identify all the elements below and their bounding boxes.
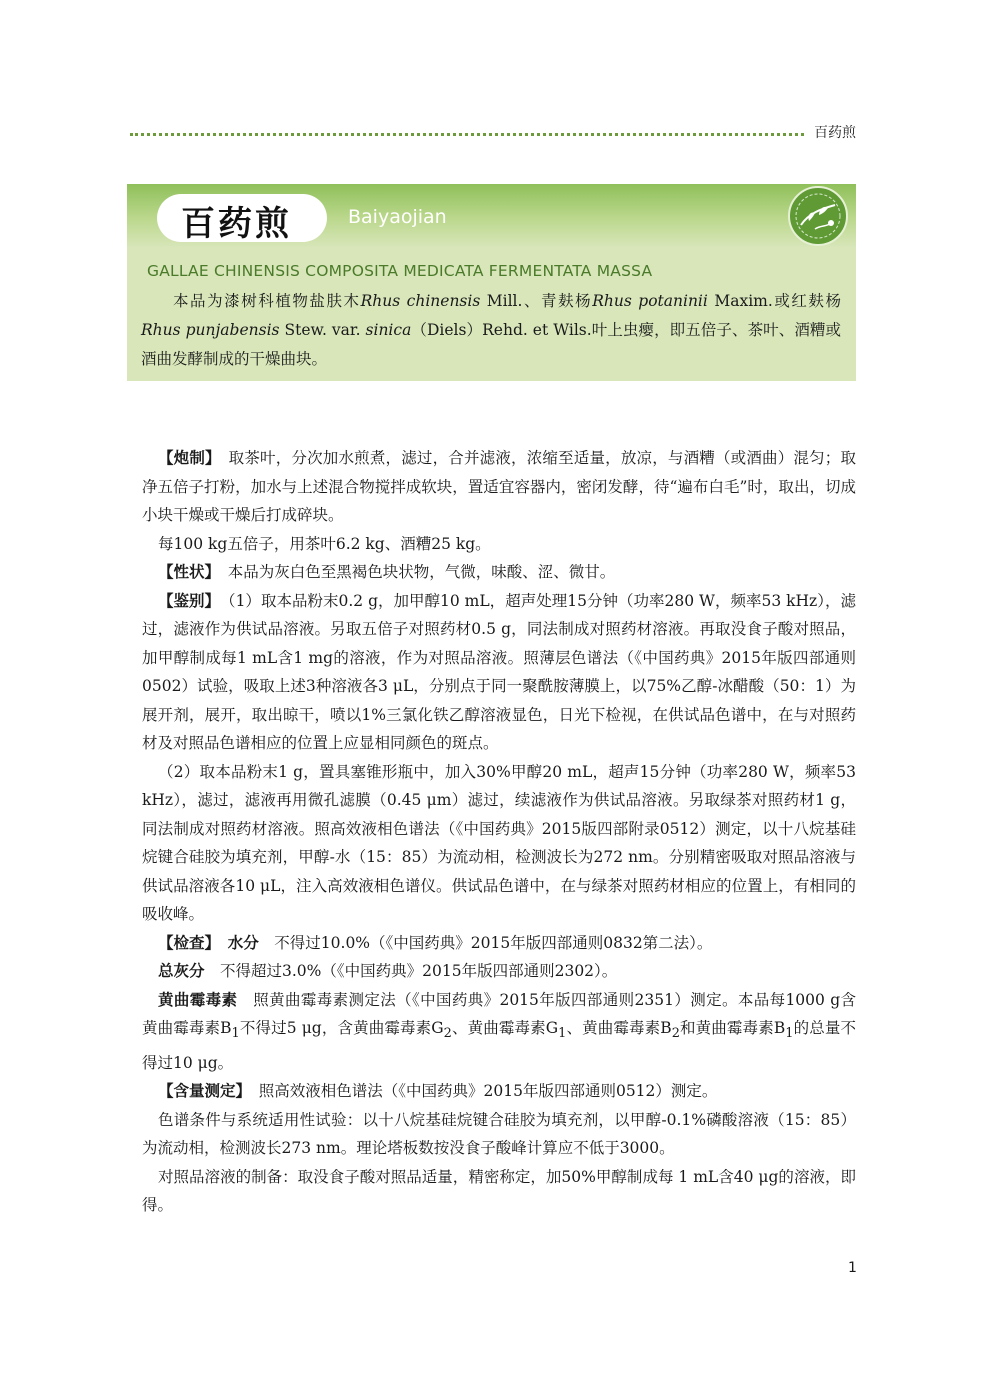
page-number: 1 [848,1260,857,1276]
subscript: 2 [671,1026,680,1042]
variety-name: sinica [365,321,412,339]
jianbie-paragraph-1 [142,587,856,758]
intro-text: 本品为漆树科植物盐肤木 [173,292,361,310]
paragraph-text: 不得超过3.0%（《中国药典》2015年版四部通则2302）。 [204,962,618,980]
paragraph-text: 、黄曲霉毒素G [451,1019,559,1037]
xingzhuang-paragraph [142,558,856,587]
intro-text: Maxim.或红麸杨 [707,292,841,310]
zonghuifen-paragraph [142,957,856,986]
sepu-paragraph: 色谱条件与系统适用性试验：以十八烷基硅烷键合硅胶为填充剂，以甲醇-0.1%磷酸溶液（15：85）为流动相，检测波长273 nm。理论塔板数按没食子酸峰计算应不低于3000。 [142,1110,856,1158]
duizhao-paragraph: 对照品溶液的制备：取没食子酸对照品适量，精密称定，加50%甲醇制成每 1 mL含40 μg的溶液，即得。 [142,1167,856,1215]
paozhi-paragraph [142,444,856,530]
subsection-label: 水分 [227,933,259,952]
paragraph-text: 照黄曲霉毒素测定法（《中国药典》2015年版四部通则2351）测定。本品每1000 g含黄曲霉毒素B [142,990,856,1037]
dotted-rule [130,133,804,136]
jiancha-paragraph [142,929,856,958]
monograph-body [142,444,856,1220]
intro-text: Stew. var. [279,321,366,339]
species-name: Rhus punjabensis [141,321,280,339]
subscript: 1 [785,1026,794,1042]
subscript: 1 [231,1026,240,1042]
monograph-pinyin: Baiyaojian [348,206,447,228]
paragraph-text: 不得过5 μg，含黄曲霉毒素G [239,1019,444,1037]
paragraph-text: 本品为灰白色至黑褐色块状物，气微，味酸、涩、微甘。 [212,563,616,581]
paragraph-text: 不得过10.0%（《中国药典》2015年版四部通则0832第二法）。 [258,933,713,952]
paragraph-text: 照高效液相色谱法（《中国药典》2015年版四部通则0512）测定。 [243,1082,718,1101]
subsection-label: 总灰分 [158,962,205,980]
section-label: 【检查】 [158,933,213,952]
paragraph-text: （1）取本品粉末0.2 g，加甲醇10 mL，超声处理15分钟（功率280 W，频率53 kHz），滤过，滤液作为供试品溶液。另取五倍子对照药材0.5 g，同法制成对照药材溶液。再取没食子酸对照品，加甲醇制成每1 mL含1 mg的溶液，作为对照品溶液。照薄层色谱法（《中国药典》2015年版四部通则0502）试验，吸取上述3种溶液各3 μL，分别点于同一聚酰胺薄膜上，以75%乙醇-冰醋酸（50：1）为展开剂，展开，取出晾干，喷以1%三氯化铁乙醇溶液显色，日光下检视，在供试品色谱中，在与对照药材及对照品色谱相应的位置上应显相同颜色的斑点。 [142,591,856,752]
section-label: 【炮制】 [158,449,213,467]
paragraph-text: 和黄曲霉毒素B [679,1019,786,1037]
latin-name: GALLAE CHINENSIS COMPOSITA MEDICATA FERMENTATA MASSA [147,262,653,280]
paragraph-text: 、黄曲霉毒素B [566,1019,672,1037]
paragraph-text: 取茶叶，分次加水煎煮，滤过，合并滤液，浓缩至适量，放凉，与酒糟（或酒曲）混匀；取净五倍子打粉，加水与上述混合物搅拌成软块，置适宜容器内，密闭发酵，待“遍布白毛”时，取出，切成小块干燥或干燥后打成碎块。 [142,449,856,524]
jianbie-paragraph-2: （2）取本品粉末1 g，置具塞锥形瓶中，加入30%甲醇20 mL，超声15分钟（功率280 W，频率53 kHz），滤过，滤液再用微孔滤膜（0.45 μm）滤过，续滤液作为供试品溶液。另取绿茶对照药材1 g，同法制成对照药材溶液。照高效液相色谱法（《中国药典》2015版四部附录0512）测定，以十八烷基硅烷键合硅胶为填充剂，甲醇-水（15：85）为流动相，检测波长为272 nm。分别精密吸取对照品溶液与供试品溶液各10 μL，注入高效液相色谱仪。供试品色谱中，在与绿茶对照药材相应的位置上，有相同的吸收峰。 [142,762,856,923]
paozhi-ratio-paragraph: 每100 kg五倍子，用茶叶6.2 kg、酒糟25 kg。 [158,534,491,553]
subscript: 2 [443,1026,452,1042]
monograph-title-box [127,184,856,381]
huangqu-paragraph [142,986,856,1078]
section-label: 【鉴别】 [158,591,213,610]
intro-paragraph [141,287,841,374]
running-title: 百药煎 [814,125,856,141]
species-name: Rhus potaninii [592,292,708,310]
intro-text: （Diels）Rehd. et Wils.叶上虫瘿，即五倍子、茶叶、酒糟或酒曲发酵制成的干燥曲块。 [141,321,841,368]
hanliang-paragraph [142,1077,856,1106]
herb-emblem-icon [787,185,849,247]
paragraph-text: 的总量不得过10 μg。 [142,1019,856,1072]
section-label: 【性状】 [158,563,213,581]
section-label: 【含量测定】 [158,1082,244,1101]
intro-text: Mill.、青麸杨 [480,292,593,310]
subscript: 1 [558,1026,567,1042]
running-header [130,120,856,144]
monograph-title: 百药煎 [181,204,292,244]
subsection-label: 黄曲霉毒素 [158,990,238,1009]
species-name: Rhus chinensis [360,292,481,310]
